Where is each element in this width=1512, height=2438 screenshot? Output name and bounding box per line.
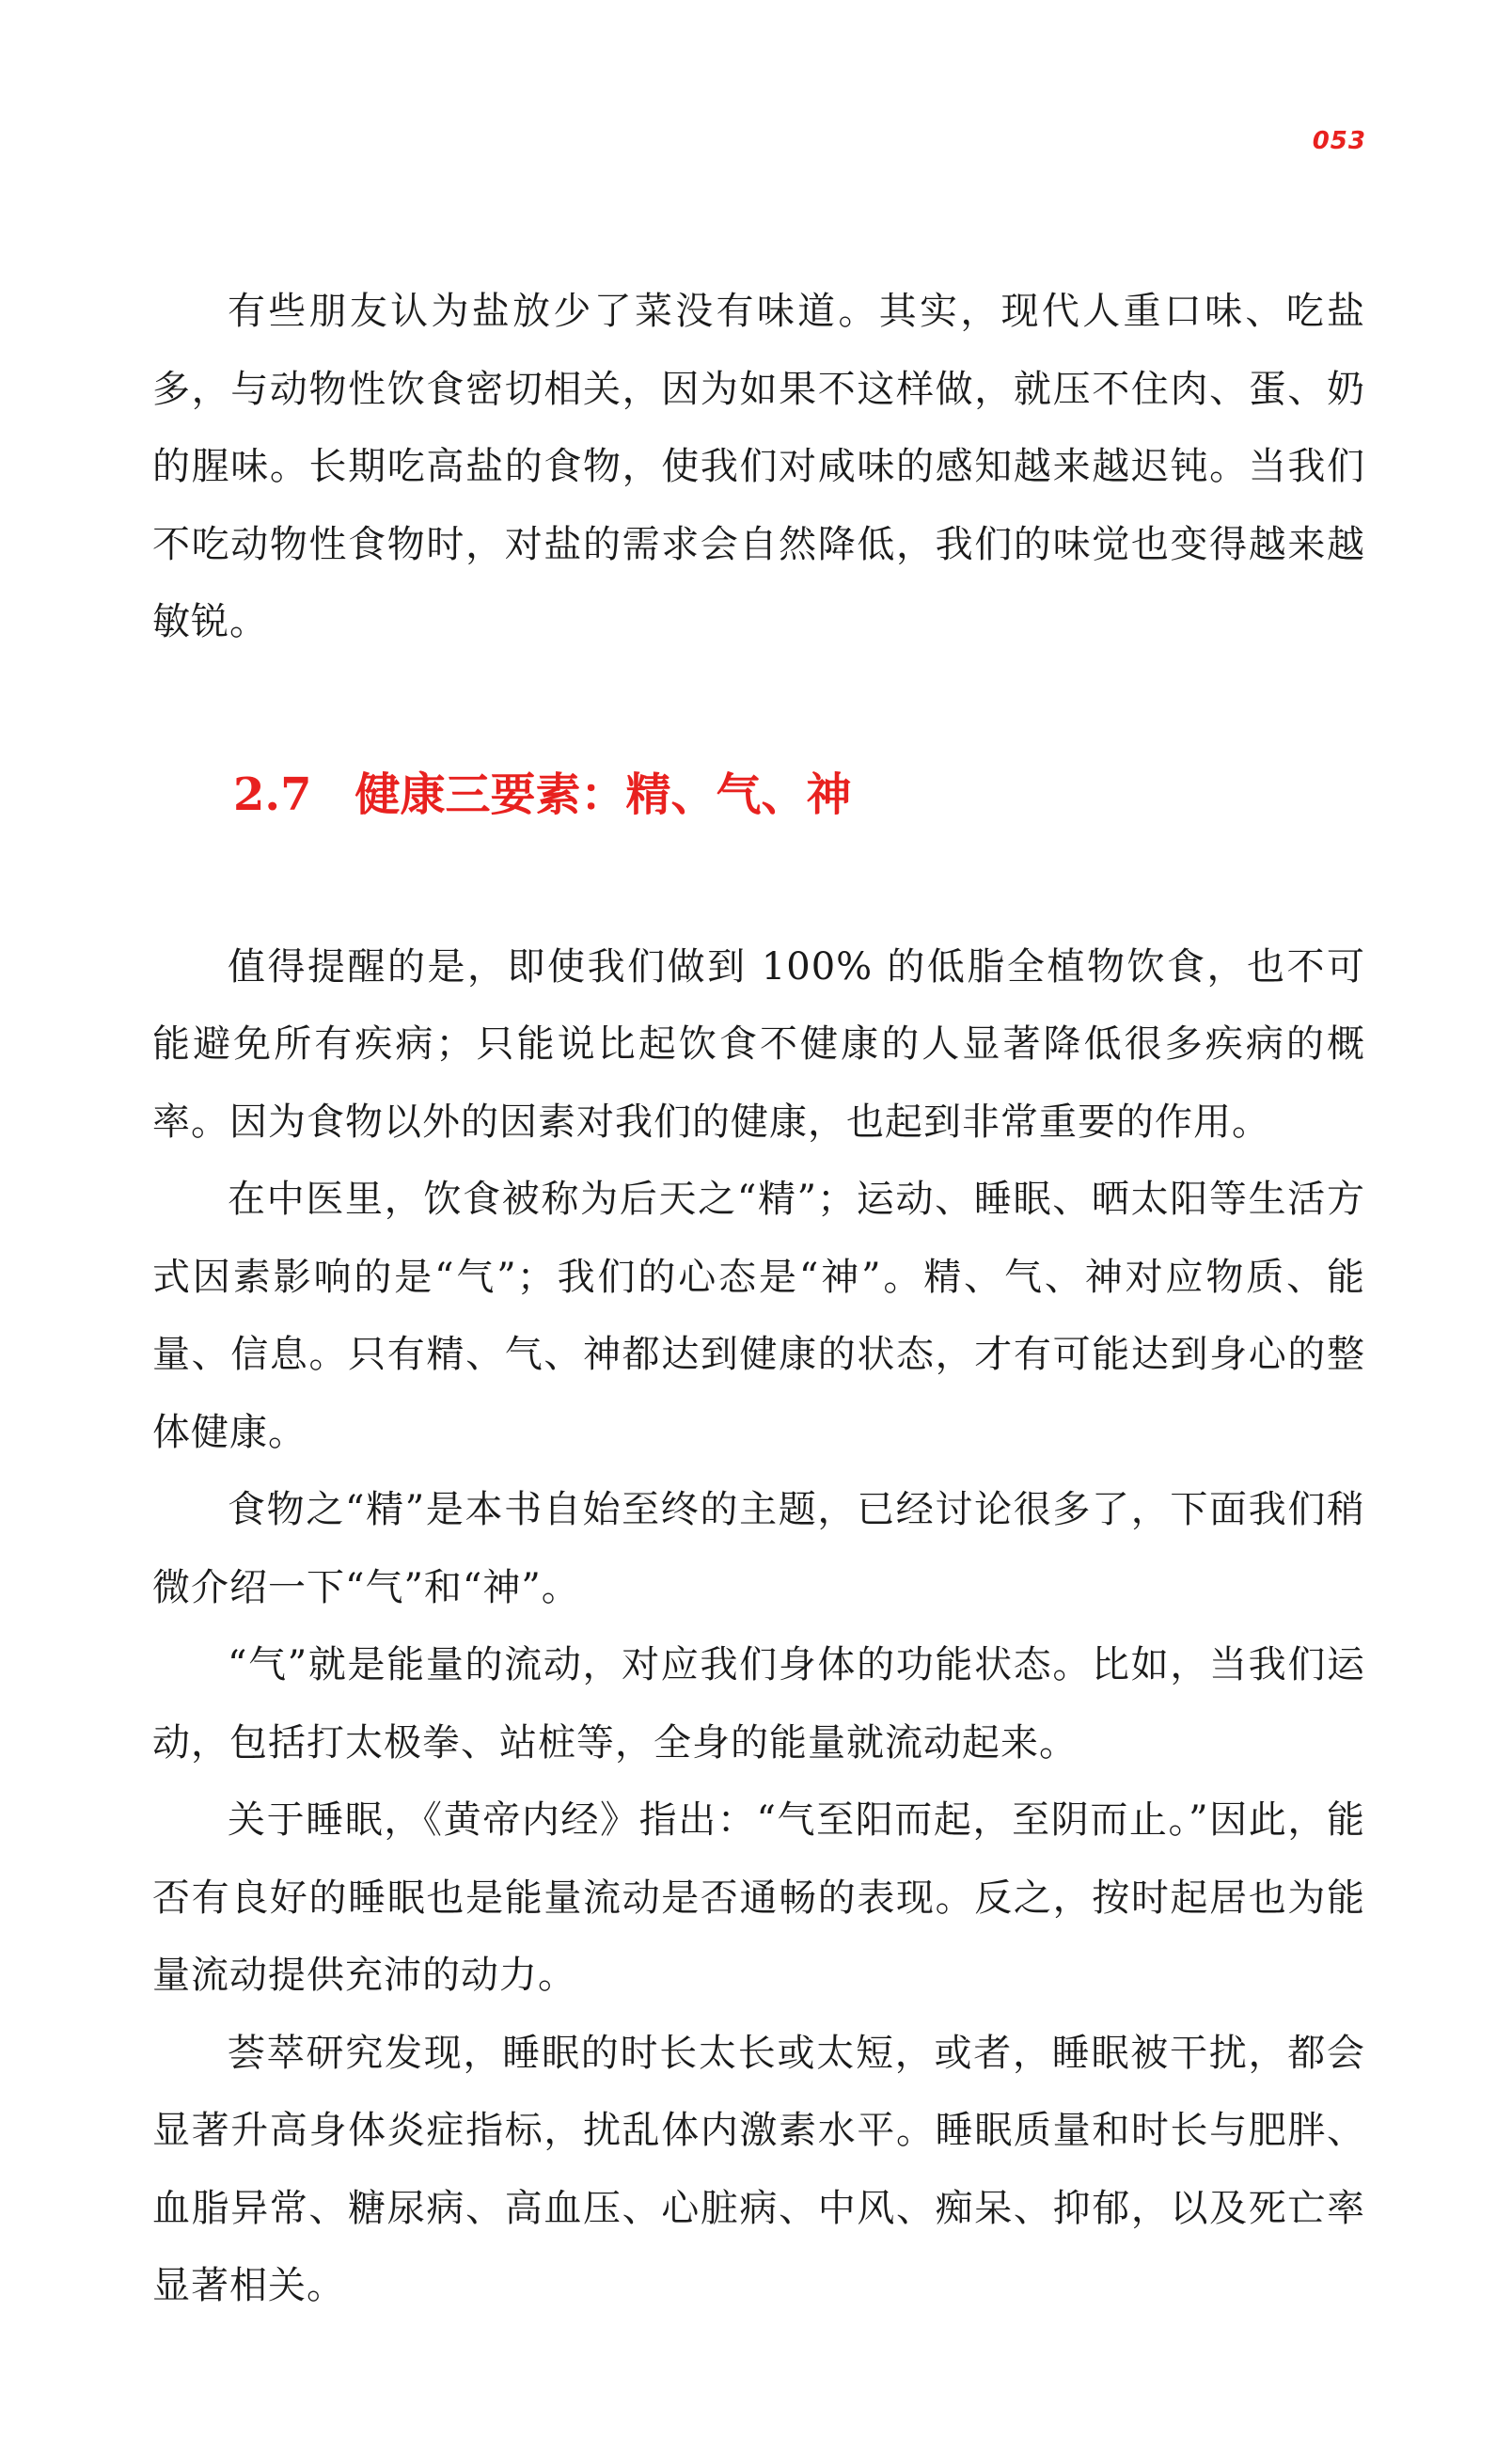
- paragraph: 荟萃研究发现，睡眠的时长太长或太短，或者，睡眠被干扰，都会显著升高身体炎症指标，扰乱体内激素水平。睡眠质量和时长与肥胖、血脂异常、糖尿病、高血压、心脏病、中风、痴呆、抑郁，以及死亡率显著相关。: [152, 2031, 1365, 2307]
- section-heading: [152, 767, 1365, 823]
- paragraph: 关于睡眠，《黄帝内经》指出：“气至阳而起，至阴而止。”因此，能否有良好的睡眠也是能量流动是否通畅的表现。反之，按时起居也为能量流动提供充沛的动力。: [152, 1798, 1365, 1997]
- paragraph: “气”就是能量的流动，对应我们身体的功能状态。比如，当我们运动，包括打太极拳、站桩等，全身的能量就流动起来。: [152, 1643, 1365, 1765]
- intro-paragraph: 有些朋友认为盐放少了菜没有味道。其实，现代人重口味、吃盐多，与动物性饮食密切相关，因为如果不这样做，就压不住肉、蛋、奶的腥味。长期吃高盐的食物，使我们对咸味的感知越来越迟钝。当我们不吃动物性食物时，对盐的需求会自然降低，我们的味觉也变得越来越敏锐。: [152, 290, 1365, 643]
- page-number: 053: [1312, 127, 1366, 155]
- section-number: 2.7: [233, 768, 312, 821]
- page-body: [152, 273, 1365, 2325]
- section-body: [152, 928, 1365, 2325]
- paragraph: 食物之“精”是本书自始至终的主题，已经讨论很多了，下面我们稍微介绍一下“气”和“神”。: [152, 1488, 1365, 1609]
- section-title: 健康三要素：精、气、神: [354, 768, 852, 821]
- paragraph: 在中医里，饮食被称为后天之“精”；运动、睡眠、晒太阳等生活方式因素影响的是“气”；我们的心态是“神”。精、气、神对应物质、能量、信息。只有精、气、神都达到健康的状态，才有可能达到身心的整体健康。: [152, 1178, 1365, 1454]
- paragraph: 值得提醒的是，即使我们做到 100% 的低脂全植物饮食，也不可能避免所有疾病；只能说比起饮食不健康的人显著降低很多疾病的概率。因为食物以外的因素对我们的健康，也起到非常重要的作用。: [152, 944, 1365, 1144]
